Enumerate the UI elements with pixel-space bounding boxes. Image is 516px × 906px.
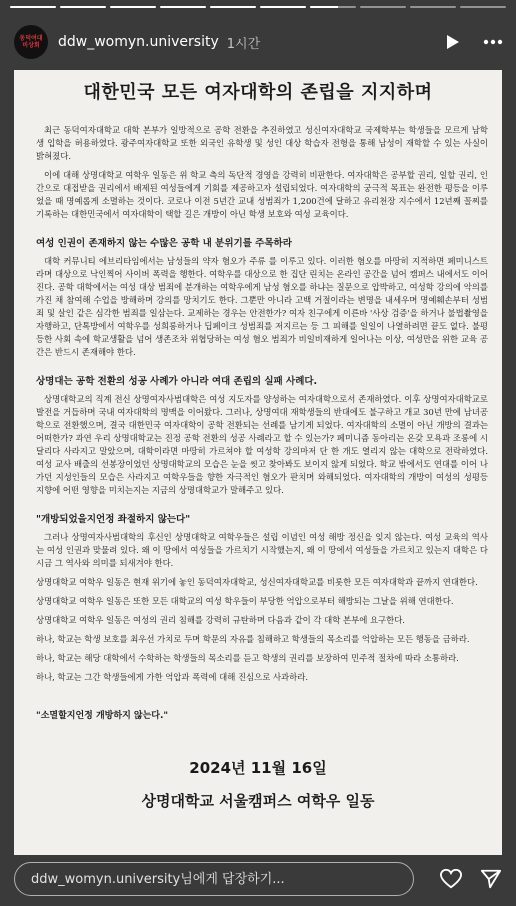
avatar[interactable] <box>14 25 48 59</box>
document-date: 2024년 11월 16일 <box>189 759 327 777</box>
story-progress-fill <box>10 6 56 8</box>
story-progress-fill <box>310 6 338 8</box>
story-progress-segment <box>10 6 56 8</box>
reply-input[interactable] <box>14 862 414 896</box>
intro-paragraph-2: 이에 대해 상명대학교 여학우 일동은 위 학교 측의 독단적 경영을 강력히 비판한다. 여자대학은 공부할 권리, 일할 권리, 인간으로 대접받을 권리에서 배제된 여성들에게 기회를 제공하고자 설립되었다. 여자대학의 궁극적 목표는 완전한 평등을 이루었을 때 명예롭게 소멸하는 것이다. 코로나 이전 5년간 교내 성범죄가 1,200건에 달하고 유리천장 지수에서 12년째 꼴찌를 기록하는 대한민국에서 여자대학이 택할 길은 개방이 아닌 학생 보호와 여성 교육이다. <box>36 170 488 219</box>
story-progress-segment <box>210 6 256 8</box>
timestamp: 1시간 <box>226 36 261 52</box>
play-icon[interactable] <box>442 31 464 53</box>
section-3-paragraph: 그러나 상명여자사범대학의 후신인 상명대학교 여학우들은 설립 이념인 여성 해방 정신을 잊지 않는다. 여성 교육의 역사는 여성 인권과 맞물려 있다. 왜 이 땅에서 여성들을 가르치기 시작했는지, 왜 이 땅에서 여성들을 가르치고 있는지 대학은 다시금 그 역사와 의미를 되새겨야 한다. <box>36 532 488 568</box>
heart-icon[interactable] <box>440 868 462 890</box>
reply-bar <box>14 860 502 898</box>
section-2-body: 상명대학교의 직계 전신 상명여자사범대학은 여성 지도자를 양성하는 여자대학으로서 존재하였다. 이후 상명여자대학교로 발전을 거듭하며 국내 여자대학의 명맥을 이어왔다. 그러나, 상명여대 재학생들의 반대에도 불구하고 개교 30년 만에 남녀공학으로 전환했으며, 결국 대한민국 여자대학이 공학 전환되는 선례를 남기게 되었다. 여자대학의 소멸이 아닌 개방의 결과는 어떠한가? 과연 우리 상명대학교는 진정 공학 전환의 성공 사례라고 할 수 있는가? 페미니즘 동아리는 온갖 모욕과 조롱에 시달리다 사라지고 말았으며, 대학이라면 마땅히 가르쳐야 할 여성학 강의마저 단 한 개도 열리지 않는 대학으로 전락하였다. 여성 교사 배출의 선봉장이었던 상명대학교의 모습은 눈을 씻고 찾아봐도 보이지 않게 되었다. 학교 밖에서도 연대를 이어 나가던 지성인들의 모습은 사라지고 여학우들을 향한 자극적인 혐오가 판치며 와해되었다. 여자대학의 개방이 여성의 성평등 지향에 어떤 영향을 미치는지는 지금의 상명대학교가 말해주고 있다. <box>36 394 488 495</box>
section-1-body: 대학 커뮤니티 에브리타임에서는 남성들의 약자 혐오가 주류 를 이루고 있다. 이러한 혐오를 마땅히 지적하면 페미니스트라며 대상으로 낙인찍어 사이버 폭력을 행한다. 여학우를 대상으로 한 집단 린치는 온라인 공간을 넘어 캠퍼스 내에서도 이어진다. 공학 대학에서는 여성 대상 범죄에 분개하는 여학우에게 남성 혐오를 하냐는 질문으로 압박하고, 여성학 강의에 악의를 가진 채 참여해 수업을 방해하며 강의를 망치기도 한다. 그뿐만 아니라 고백 거절이라는 변명을 내세우며 명예훼손부터 성범죄 및 살인 같은 심각한 범죄를 일삼는다. 교제하는 경우는 안전한가? 여자 친구에게 이른바 '사상 검증'을 하거나 불법촬영을 자행하고, 단톡방에서 여학우를 성희롱하거나 딥페이크 성범죄를 저지르는 등 그 피해를 일일이 나열하려면 끝도 없다. 불평등한 사회 속에 학교생활을 넘어 생존조차 위협당하는 여성 혐오 범죄가 비일비재하게 일어나는 이상, 여성만을 위한 교육 공간은 반드시 존재해야 한다. <box>36 256 488 357</box>
document-signature: 상명대학교 서울캠퍼스 여학우 일동 <box>141 792 375 810</box>
demand-1: 하나, 학교는 학생 보호를 최우선 가치로 두며 학문의 자유를 침해하고 학생들의 목소리를 억압하는 모든 행동을 금하라. <box>36 634 470 644</box>
solidarity-line-2: 상명대학교 여학우 일동은 또한 모든 대학교의 여성 학우들이 부당한 억압으로부터 해방되는 그날을 위해 연대한다. <box>36 596 454 606</box>
section-1-heading: 여성 인권이 존재하지 않는 수많은 공학 내 분위기를 주목하라 <box>36 238 292 249</box>
story-progress-fill <box>110 6 156 8</box>
demand-2: 하나, 학교는 해당 대학에서 수학하는 학생들의 목소리를 듣고 학생의 권리를 보장하여 민주적 절차에 따라 소통하라. <box>36 653 459 663</box>
section-2-heading: 상명대는 공학 전환의 성공 사례가 아니라 여대 존립의 실패 사례다. <box>36 376 318 387</box>
story-progress-segment <box>360 6 406 8</box>
story-progress-segment <box>260 6 306 8</box>
story-progress-segment <box>110 6 156 8</box>
statement-document <box>14 70 502 855</box>
story-progress <box>10 6 506 8</box>
story-progress-segment <box>160 6 206 8</box>
story-progress-segment <box>310 6 356 8</box>
closing-slogan: "소멸할지언정 개방하지 않는다." <box>36 711 169 721</box>
send-icon[interactable] <box>480 868 502 890</box>
story-progress-segment <box>460 6 506 8</box>
more-options-icon[interactable] <box>482 31 504 53</box>
story-progress-fill <box>60 6 106 8</box>
avatar-text-line-2: 비상회 <box>22 42 40 49</box>
demand-intro: 상명대학교 여학우 일동은 여성의 권리 침해를 강력히 규탄하며 다음과 같이 각 대학 본부에 요구한다. <box>36 615 405 625</box>
avatar-text-line-1: 동덕여대 <box>19 35 43 42</box>
story-progress-fill <box>260 6 306 8</box>
story-progress-fill <box>210 6 256 8</box>
story-progress-fill <box>160 6 206 8</box>
story-progress-segment <box>410 6 456 8</box>
solidarity-line-1: 상명대학교 여학우 일동은 현재 위기에 놓인 동덕여자대학교, 성신여자대학교를 비롯한 모든 여자대학과 끝까지 연대한다. <box>36 577 478 587</box>
intro-paragraph-1: 최근 동덕여자대학교 대학 본부가 일방적으로 공학 전환을 추진하였고 성신여자대학교 국제학부는 학생들을 모르게 남학생 입학을 허용하였다. 광주여자대학교 또한 외국인 유학생 및 성인 대상 학습자 전형을 통해 남성이 재학할 수 있는 사실이 밝혀졌다. <box>36 125 488 161</box>
username[interactable]: ddw_womyn.university <box>58 34 219 50</box>
document-title: 대한민국 모든 여자대학의 존립을 지지하며 <box>83 82 433 103</box>
demand-3: 하나, 학교는 그간 학생들에게 가한 억압과 폭력에 대해 진심으로 사과하라. <box>36 672 308 682</box>
story-progress-segment <box>60 6 106 8</box>
section-3-heading: "개방되었을지언정 좌절하지 않는다" <box>36 514 191 525</box>
story-header <box>14 22 504 62</box>
